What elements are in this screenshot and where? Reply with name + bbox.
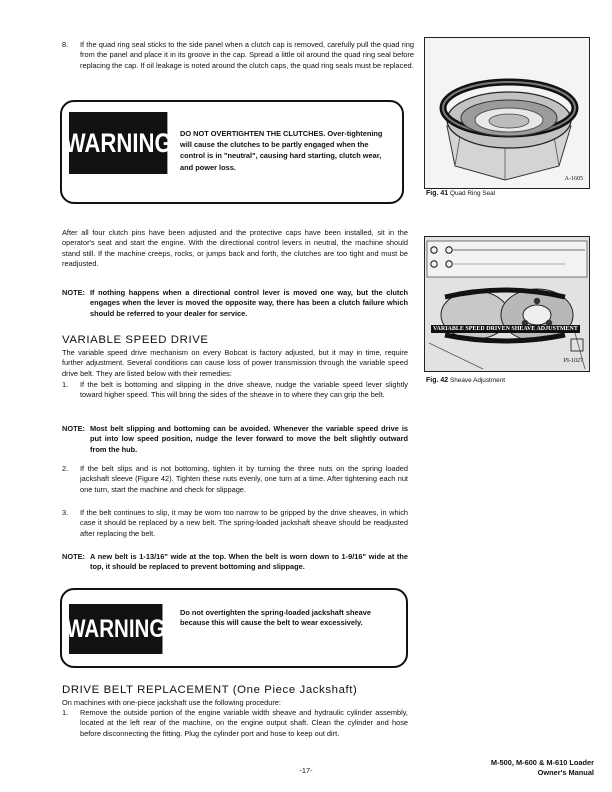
note-3-label: NOTE: (62, 552, 85, 561)
figure-41-label: Fig. 41 (426, 190, 449, 197)
dbr-item-1-text: Remove the outside portion of the engine variable width sheave and hydraulic cylinder assembly, located at the left rear of the machine, on the engine output shaft. Clean the cylinder and hose before disconnecting the fitting. Plug the cylinder port and hose to keep out dirt. (80, 708, 408, 738)
figure-41-code: A-1605 (564, 176, 583, 182)
item-8 (62, 40, 414, 71)
sheave-adjustment-photo (425, 237, 589, 371)
heading-drive-belt-replacement: DRIVE BELT REPLACEMENT (One Piece Jackshaft) (62, 684, 358, 696)
manual-title-line-2: Owner's Manual (537, 768, 594, 777)
vsd-item-1-text: If the belt is bottoming and slipping in the drive sheave, nudge the variable speed lever slightly toward higher speed. This will bring the sides of the sheave in to where they can grip the belt. (80, 380, 408, 400)
vsd-item-2-number: 2. (62, 464, 69, 473)
note-1-text: If nothing happens when a directional control lever is moved one way, but the clutch engages when the lever is moved the opposite way, there has been a clutch failure which should be referred to your dealer for service. (90, 288, 408, 318)
warning-label: WARNING (69, 112, 167, 174)
figure-42-caption-text: Sheave Adjustment (449, 377, 506, 384)
figure-42-overlay-label: VARIABLE SPEED DRIVEN SHEAVE ADJUSTMENT (433, 326, 578, 332)
figure-42-caption (426, 377, 505, 384)
vsd-item-2 (62, 464, 408, 495)
dbr-item-1-number: 1. (62, 708, 69, 717)
manual-title (491, 758, 594, 778)
dbr-intro: On machines with one-piece jackshaft use the following procedure: (62, 698, 281, 707)
warning-box-clutches (60, 100, 404, 204)
warning-text: DO NOT OVERTIGHTEN THE CLUTCHES. Over-tightening will cause the clutches to be partly engaged when the control is in "neutral", causing hard starting, clutch wear, and power loss. (180, 129, 383, 172)
figure-41-caption (426, 190, 495, 197)
note-2-text: Most belt slipping and bottoming can be avoided. Whenever the variable speed drive is put into low speed position, nudge the lever forward to move the belt slightly outward from the hub. (90, 424, 408, 454)
paragraph-clutch-check: After all four clutch pins have been adjusted and the protective caps have been installed, sit in the operator's seat and start the engine. With the directional control levers in neutral, the machine should stand still. If the machine creeps, rocks, or jumps back and forth, the clutches are too tight and must be readjusted. (62, 228, 408, 269)
figure-42-sheave-adjustment (424, 236, 590, 372)
dbr-item-1 (62, 708, 408, 739)
item-8-text: If the quad ring seal sticks to the side panel when a clutch cap is removed, carefully pull the quad ring from the panel and place it in its groove in the cap. Spread a little oil around the quad ring seal before replacing the cap. If oil leakage is noted around the clutch caps, the quad ring seals must be replaced. (80, 40, 414, 70)
manual-title-line-1: M-500, M-600 & M-610 Loader (490, 758, 594, 767)
vsd-item-1-number: 1. (62, 380, 69, 389)
note-2-label: NOTE: (62, 424, 85, 433)
heading-variable-speed-drive: VARIABLE SPEED DRIVE (62, 334, 209, 346)
vsd-item-3-text: If the belt continues to slip, it may be worn too narrow to be gripped by the drive sheaves, in which case it should be replaced by a new belt. The spring-loaded jackshaft sheave should be readjusted after replacing the belt. (80, 508, 408, 538)
figure-41-quad-ring-seal (424, 37, 590, 189)
vsd-item-2-text: If the belt slips and is not bottoming, tighten it by turning the three nuts on the spring loaded jackshaft sleeve (Figure 42). Tighten these nuts evenly, one turn at a time. After tightening each nut one turn, start the machine and check for slippage. (80, 464, 408, 494)
warning-2-text: Do not overtighten the spring-loaded jackshaft sheave because this will cause the belt to wear excessively. (180, 608, 371, 628)
vsd-item-1 (62, 380, 408, 401)
figure-42-label: Fig. 42 (426, 377, 449, 384)
warning-2-label: WARNING (69, 604, 162, 654)
vsd-intro: The variable speed drive mechanism on every Bobcat is factory adjusted, but it may in time, require further adjustment. Several conditions can cause loss of power transmission through the variable speed drive belt. They are listed below with their remedies: (62, 348, 408, 378)
note-clutch-failure (62, 288, 408, 319)
page-number: -17- (299, 766, 313, 775)
figure-41-caption-text: Quad Ring Seal (449, 190, 496, 197)
vsd-item-3 (62, 508, 408, 539)
item-8-number: 8. (62, 40, 69, 49)
quad-ring-seal-photo (425, 38, 589, 188)
note-belt-width (62, 552, 408, 573)
vsd-item-3-number: 3. (62, 508, 69, 517)
note-1-label: NOTE: (62, 288, 85, 297)
note-3-text: A new belt is 1-13/16" wide at the top. When the belt is worn down to 1-9/16" wide at the top, it should be replaced to prevent bottoming and slippage. (90, 552, 408, 572)
warning-box-jackshaft (60, 588, 408, 668)
note-belt-slipping (62, 424, 408, 455)
figure-42-code: PI-1027 (563, 358, 583, 364)
